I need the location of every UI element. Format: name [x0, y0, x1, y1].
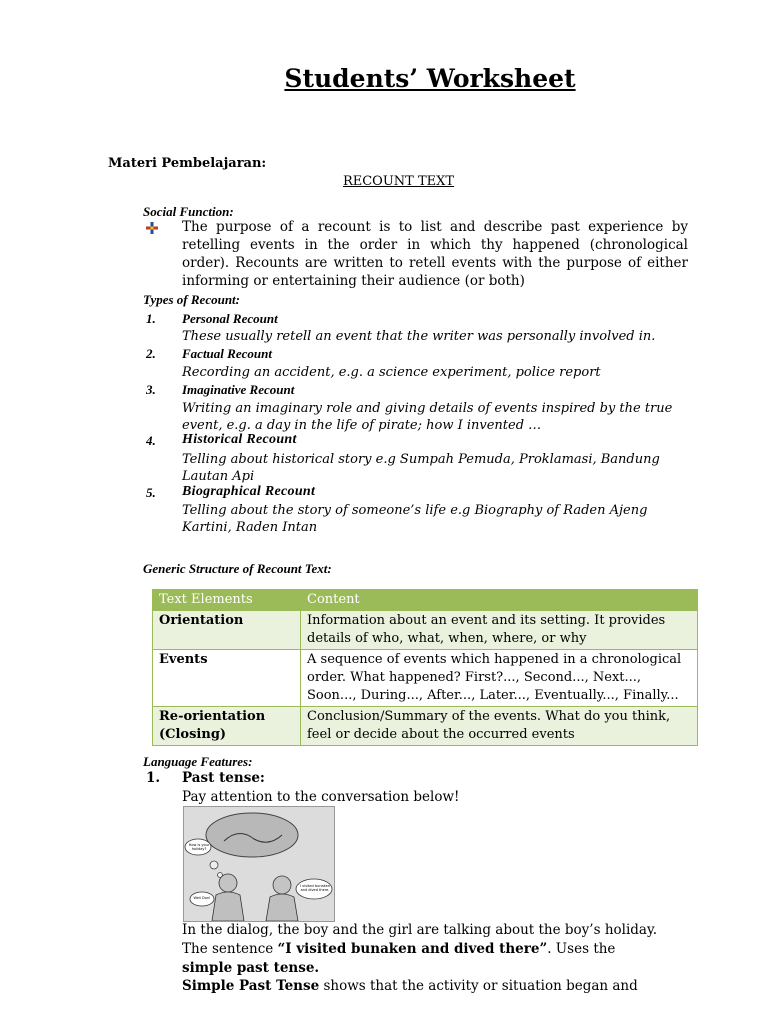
speech-bubble-text: I visited bunaken and dived there.	[300, 884, 330, 892]
type-desc: Recording an accident, e.g. a science experiment, police report	[182, 365, 601, 380]
instruction-text: Pay attention to the conversation below!	[182, 789, 460, 805]
table-cell-element: Events	[153, 650, 301, 707]
type-name: Personal Recount	[182, 311, 278, 326]
materi-label: Materi Pembelajaran:	[108, 156, 267, 171]
social-function-text: The purpose of a recount is to list and describe past experience by retelling events in the order in which thy happened (chronological order). Recounts are written to retell events with the purpose of either informing or entertaining their audience (or both)	[182, 219, 688, 289]
type-name: Factual Recount	[182, 346, 272, 361]
language-features-heading: Language Features:	[143, 754, 253, 769]
type-desc: Writing an imaginary role and giving details of events inspired by the true event, e.g. a day in the life of pirate; how I invented …	[182, 401, 673, 433]
topic-heading: RECOUNT TEXT	[342, 174, 455, 189]
comic-illustration	[183, 806, 335, 922]
type-number: 3.	[146, 382, 156, 397]
type-number: 4.	[146, 433, 156, 448]
table-row	[153, 650, 698, 707]
table-row	[153, 707, 698, 746]
type-number: 5.	[146, 485, 156, 500]
quoted-sentence: “I visited bunaken and dived there”	[277, 941, 548, 957]
social-function-heading: Social Function:	[143, 204, 234, 219]
dialog-paragraph: In the dialog, the boy and the girl are talking about the boy’s holiday.	[182, 922, 658, 938]
table-cell-element: Orientation	[153, 611, 301, 650]
type-number: 2.	[146, 346, 156, 361]
column-header: Text Elements	[153, 590, 301, 611]
feature-number: 1.	[146, 770, 161, 786]
sentence-paragraph	[182, 940, 688, 959]
type-desc: Telling about historical story e.g Sumpah Pemuda, Proklamasi, Bandung Lautan Api	[182, 452, 660, 484]
table-row	[153, 611, 698, 650]
tense-definition-text: shows that the activity or situation began and	[319, 978, 638, 994]
sentence-suffix: . Uses the	[547, 941, 616, 957]
generic-structure-table	[152, 589, 698, 746]
page-title: Students’ Worksheet	[284, 64, 576, 93]
speech-bubble-text: Well Don!	[193, 896, 211, 900]
type-number: 1.	[146, 311, 156, 326]
type-desc: Telling about the story of someone’s life e.g Biography of Raden Ajeng Kartini, Raden Intan	[182, 503, 648, 535]
column-header: Content	[301, 590, 698, 611]
table-cell-content: A sequence of events which happened in a chronological order. What happened? First?..., Second..., Next..., Soon..., During..., After..., Later..., Eventually..., Finally...	[301, 650, 698, 707]
type-desc: These usually retell an event that the writer was personally involved in.	[182, 329, 656, 344]
tense-definition	[182, 977, 688, 996]
tense-name: simple past tense.	[182, 960, 320, 976]
types-heading: Types of Recount:	[143, 292, 240, 307]
table-header-row	[153, 590, 698, 611]
generic-structure-heading: Generic Structure of Recount Text:	[143, 561, 332, 576]
feature-title: Past tense:	[182, 770, 265, 786]
speech-bubble-text: How is your holiday?	[188, 843, 210, 851]
type-name: Imaginative Recount	[182, 382, 295, 397]
type-name: Biographical Recount	[182, 484, 316, 499]
sentence-prefix: The sentence	[182, 941, 278, 957]
tense-term: Simple Past Tense	[182, 978, 320, 994]
table-cell-element: Re-orientation (Closing)	[153, 707, 301, 746]
table-cell-content: Conclusion/Summary of the events. What do you think, feel or decide about the occurred events	[301, 707, 698, 746]
bullet-icon	[146, 222, 158, 234]
type-name: Historical Recount	[182, 432, 297, 447]
table-cell-content: Information about an event and its setting. It provides details of who, what, when, where, or why	[301, 611, 698, 650]
